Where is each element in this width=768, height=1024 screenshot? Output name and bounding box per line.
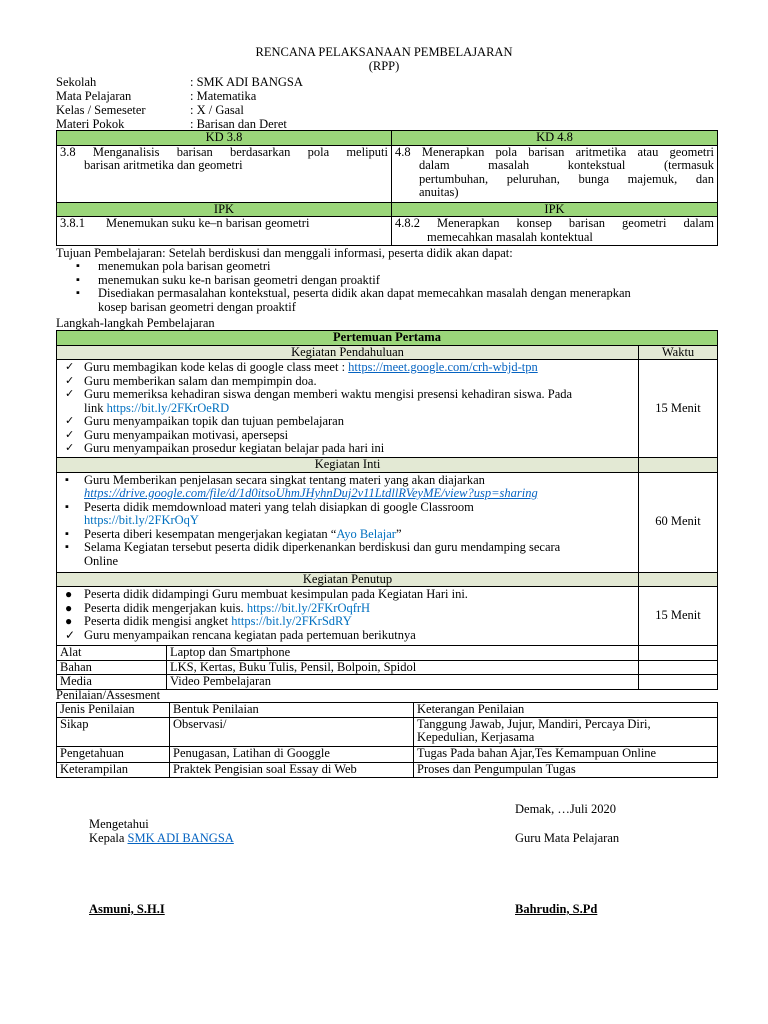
square-bullet-icon: ▪ <box>65 473 69 486</box>
penilaian-table <box>56 702 718 778</box>
identity-label: Mata Pelajaran <box>56 89 132 103</box>
langkah-table <box>56 330 718 690</box>
pendahuluan-text: Guru menyampaikan prosedur kegiatan belajar pada hari ini <box>84 441 385 455</box>
inti-text: Guru Memberikan penjelasan secara singkat tentang materi yang akan diajarkan <box>84 472 485 487</box>
penutup-text: Peserta didik mengisi angket <box>84 614 232 628</box>
pendahuluan-text: Guru membagikan kode kelas di google class meet : <box>84 360 349 374</box>
resource-value: LKS, Kertas, Buku Tulis, Pensil, Bolpoin, Spidol <box>167 660 639 675</box>
penutup-waktu: 15 Menit <box>639 587 718 646</box>
dot-bullet-icon: ● <box>65 600 73 615</box>
kepala-prefix: Kepala <box>89 831 128 845</box>
pendahuluan-header: Kegiatan Pendahuluan <box>57 345 639 360</box>
table-row <box>57 660 718 675</box>
langkah-title: Langkah-langkah Pembelajaran <box>56 316 215 330</box>
list-item <box>56 274 717 288</box>
kepala-label <box>89 831 234 845</box>
document-title: RENCANA PELAKSANAAN PEMBELAJARAN <box>255 45 513 59</box>
ipk-right-text: memecahkan masalah kontektual <box>427 229 593 244</box>
mengetahui-label: Mengetahui <box>89 817 149 831</box>
resource-label: Media <box>57 675 167 690</box>
inti-header: Kegiatan Inti <box>57 458 639 473</box>
inti-text: Selama Kegiatan tersebut peserta didik diperkenankan berdiskusi dan guru mendamping secara <box>84 540 561 554</box>
inti-waktu: 60 Menit <box>639 472 718 572</box>
tujuan-list <box>56 260 717 314</box>
check-icon: ✓ <box>65 428 75 441</box>
resource-label: Bahan <box>57 660 167 675</box>
bentuk-cell: Observasi/ <box>170 717 414 746</box>
pendahuluan-text: Guru menyampaikan motivasi, apersepsi <box>84 427 289 442</box>
list-item <box>60 615 635 629</box>
resource-value: Laptop dan Smartphone <box>167 646 639 661</box>
presensi-link[interactable]: https://bit.ly/2FKrOeRD <box>106 400 230 415</box>
ipk-right-cell <box>392 217 718 246</box>
list-item <box>60 361 635 375</box>
materi-drive-link[interactable]: https://drive.google.com/file/d/1d0itsoUhmJHyhnDuj2v11LtdllRVeyME/view?usp=sharing <box>84 486 538 500</box>
pendahuluan-waktu: 15 Menit <box>639 360 718 458</box>
list-item <box>60 501 635 528</box>
jenis-cell: Keterampilan <box>57 762 170 777</box>
pendahuluan-text: Guru memberikan salam dan mempimpin doa. <box>84 373 317 388</box>
inti-text: Online <box>84 553 119 568</box>
angket-link[interactable]: https://bit.ly/2FKrSdRY <box>231 614 352 628</box>
resource-empty-cell <box>639 646 718 661</box>
list-item <box>60 375 635 389</box>
school-link[interactable]: SMK ADI BANGSA <box>127 831 234 845</box>
list-item <box>56 287 717 301</box>
classroom-link[interactable]: https://bit.ly/2FKrOqY <box>84 513 199 527</box>
tujuan-item: menemukan pola barisan geometri <box>98 259 271 273</box>
kd-right-text: pertumbuhan, peluruhan, bunga majemuk, dan <box>419 171 714 186</box>
pendahuluan-cell <box>57 360 639 458</box>
pertemuan-header: Pertemuan Pertama <box>57 331 718 346</box>
identity-label: Sekolah <box>56 75 97 89</box>
kd-right-cell <box>392 145 718 202</box>
tujuan-item: menemukan suku ke-n barisan geometri dengan proaktif <box>98 272 380 287</box>
table-row <box>57 717 718 746</box>
kd-right-text: 4.8 Menerapkan pola barisan aritmetika atau geometri <box>395 145 714 159</box>
waktu-header: Waktu <box>639 345 718 360</box>
table-row <box>57 646 718 661</box>
square-bullet-icon: ▪ <box>76 273 80 286</box>
keterangan-cell: Tugas Pada bahan Ajar,Tes Kemampuan Online <box>414 746 718 762</box>
inti-text: Peserta diberi kesempatan mengerjakan kegiatan “ <box>84 526 337 541</box>
penutup-text: Peserta didik didampingi Guru membuat kesimpulan pada Kegiatan Hari ini. <box>84 587 468 601</box>
keterangan-text: Tanggung Jawab, Jujur, Mandiri, Percaya Diri, <box>417 717 651 731</box>
tujuan-item: Disediakan permasalahan kontekstual, peserta didik akan dapat memecahkan masalah dengan menerapkan <box>98 286 631 300</box>
table-row <box>57 746 718 762</box>
guru-label: Guru Mata Pelajaran <box>515 831 620 845</box>
identity-label: Kelas / Semeseter <box>56 103 146 117</box>
penutup-waktu-header-cell <box>639 572 718 587</box>
list-item <box>56 260 717 274</box>
tujuan-intro: Tujuan Pembelajaran: Setelah berdiskusi dan menggali informasi, peserta didik akan dapat: <box>56 246 513 260</box>
dot-bullet-icon: ● <box>65 587 73 601</box>
kepala-name: Asmuni, S.H.I <box>89 902 165 916</box>
guru-name: Bahrudin, S.Pd <box>515 902 598 916</box>
list-item <box>60 442 635 456</box>
inti-list <box>60 474 635 569</box>
identity-value: : SMK ADI BANGSA <box>190 75 303 89</box>
inti-text: Peserta didik memdownload materi yang telah disiapkan di google Classroom <box>84 499 474 514</box>
resource-label: Alat <box>57 646 167 661</box>
list-item <box>60 388 635 415</box>
penutup-list <box>60 588 635 642</box>
kd-left-header: KD 3.8 <box>57 131 392 146</box>
column-header: Keterangan Penilaian <box>414 703 718 718</box>
kd-table <box>56 130 718 246</box>
ipk-left-header: IPK <box>57 202 392 217</box>
keterangan-text: Kepedulian, Kerjasama <box>417 730 535 744</box>
document-subtitle: (RPP) <box>368 59 400 73</box>
dot-bullet-icon: ● <box>65 614 73 628</box>
ipk-left-cell <box>57 217 392 246</box>
ipk-left-text: Menemukan suku ke–n barisan geometri <box>106 216 310 230</box>
list-item <box>60 541 635 568</box>
inti-text: ” <box>395 526 402 541</box>
pendahuluan-text: link <box>84 400 107 415</box>
bentuk-cell: Praktek Pengisian soal Essay di Web <box>170 762 414 777</box>
list-item <box>60 474 635 501</box>
check-icon: ✓ <box>65 374 75 387</box>
column-header: Jenis Penilaian <box>57 703 170 718</box>
kuis-link[interactable]: https://bit.ly/2FKrOqfrH <box>246 600 371 615</box>
ipk-left-number: 3.8.1 <box>60 216 85 230</box>
ipk-right-header: IPK <box>392 202 718 217</box>
keterangan-cell <box>414 717 718 746</box>
list-item <box>60 602 635 616</box>
column-header: Bentuk Penilaian <box>170 703 414 718</box>
check-icon: ✓ <box>65 415 75 427</box>
place-date: Demak, …Juli 2020 <box>515 802 617 816</box>
kd-left-cell <box>57 145 392 202</box>
kd-right-text: dalam masalah kontekstual (termasuk <box>419 158 714 172</box>
list-item <box>60 629 635 643</box>
check-icon: ✓ <box>65 442 75 454</box>
penilaian-title: Penilaian/Assesment <box>56 688 161 702</box>
pendahuluan-list <box>60 361 635 456</box>
ipk-right-text: 4.8.2 Menerapkan konsep barisan geometri dalam <box>395 216 714 230</box>
pendahuluan-text: Guru memeriksa kehadiran siswa dengan memberi waktu mengisi presensi kehadiran siswa. Pada <box>84 387 573 401</box>
square-bullet-icon: ▪ <box>76 287 80 299</box>
penutup-cell <box>57 587 639 646</box>
table-header-row <box>57 703 718 718</box>
check-icon: ✓ <box>65 627 76 642</box>
check-icon: ✓ <box>65 361 75 373</box>
square-bullet-icon: ▪ <box>76 260 80 272</box>
square-bullet-icon: ▪ <box>65 541 69 553</box>
penutup-text: Peserta didik mengerjakan kuis. <box>84 600 247 615</box>
list-item <box>60 429 635 443</box>
penutup-text: Guru menyampaikan rencana kegiatan pada pertemuan berikutnya <box>84 627 416 642</box>
inti-cell <box>57 472 639 572</box>
jenis-cell: Pengetahuan <box>57 746 170 762</box>
penutup-header: Kegiatan Penutup <box>57 572 639 587</box>
kd-left-text: 3.8 Menganalisis barisan berdasarkan pola meliputi <box>60 145 388 159</box>
resource-empty-cell <box>639 660 718 675</box>
tujuan-item: kosep barisan geometri dengan proaktif <box>98 299 296 314</box>
list-item <box>60 415 635 429</box>
table-row <box>57 675 718 690</box>
square-bullet-icon: ▪ <box>65 527 69 540</box>
list-item <box>60 528 635 542</box>
identity-value: : Matematika <box>190 89 257 103</box>
ayo-belajar-link[interactable]: Ayo Belajar <box>336 526 396 541</box>
kd-left-text: barisan aritmetika dan geometri <box>84 158 243 172</box>
bentuk-cell: Penugasan, Latihan di Googgle <box>170 746 414 762</box>
square-bullet-icon: ▪ <box>65 500 69 513</box>
list-item <box>56 301 717 315</box>
check-icon: ✓ <box>65 388 75 400</box>
resource-value: Video Pembelajaran <box>167 675 639 690</box>
table-row <box>57 762 718 777</box>
identity-value: : X / Gasal <box>190 103 244 117</box>
kd-right-header: KD 4.8 <box>392 131 718 146</box>
meet-link[interactable]: https://meet.google.com/crh-wbjd-tpn <box>348 360 538 374</box>
inti-waktu-header-cell <box>639 458 718 473</box>
jenis-cell: Sikap <box>57 717 170 746</box>
list-item <box>60 588 635 602</box>
keterangan-cell: Proses dan Pengumpulan Tugas <box>414 762 718 777</box>
identity-value: : Barisan dan Deret <box>190 117 287 131</box>
pendahuluan-text: Guru menyampaikan topik dan tujuan pembelajaran <box>84 414 344 428</box>
identity-label: Materi Pokok <box>56 117 125 131</box>
kd-right-text: anuitas) <box>419 185 459 199</box>
resource-empty-cell <box>639 675 718 690</box>
